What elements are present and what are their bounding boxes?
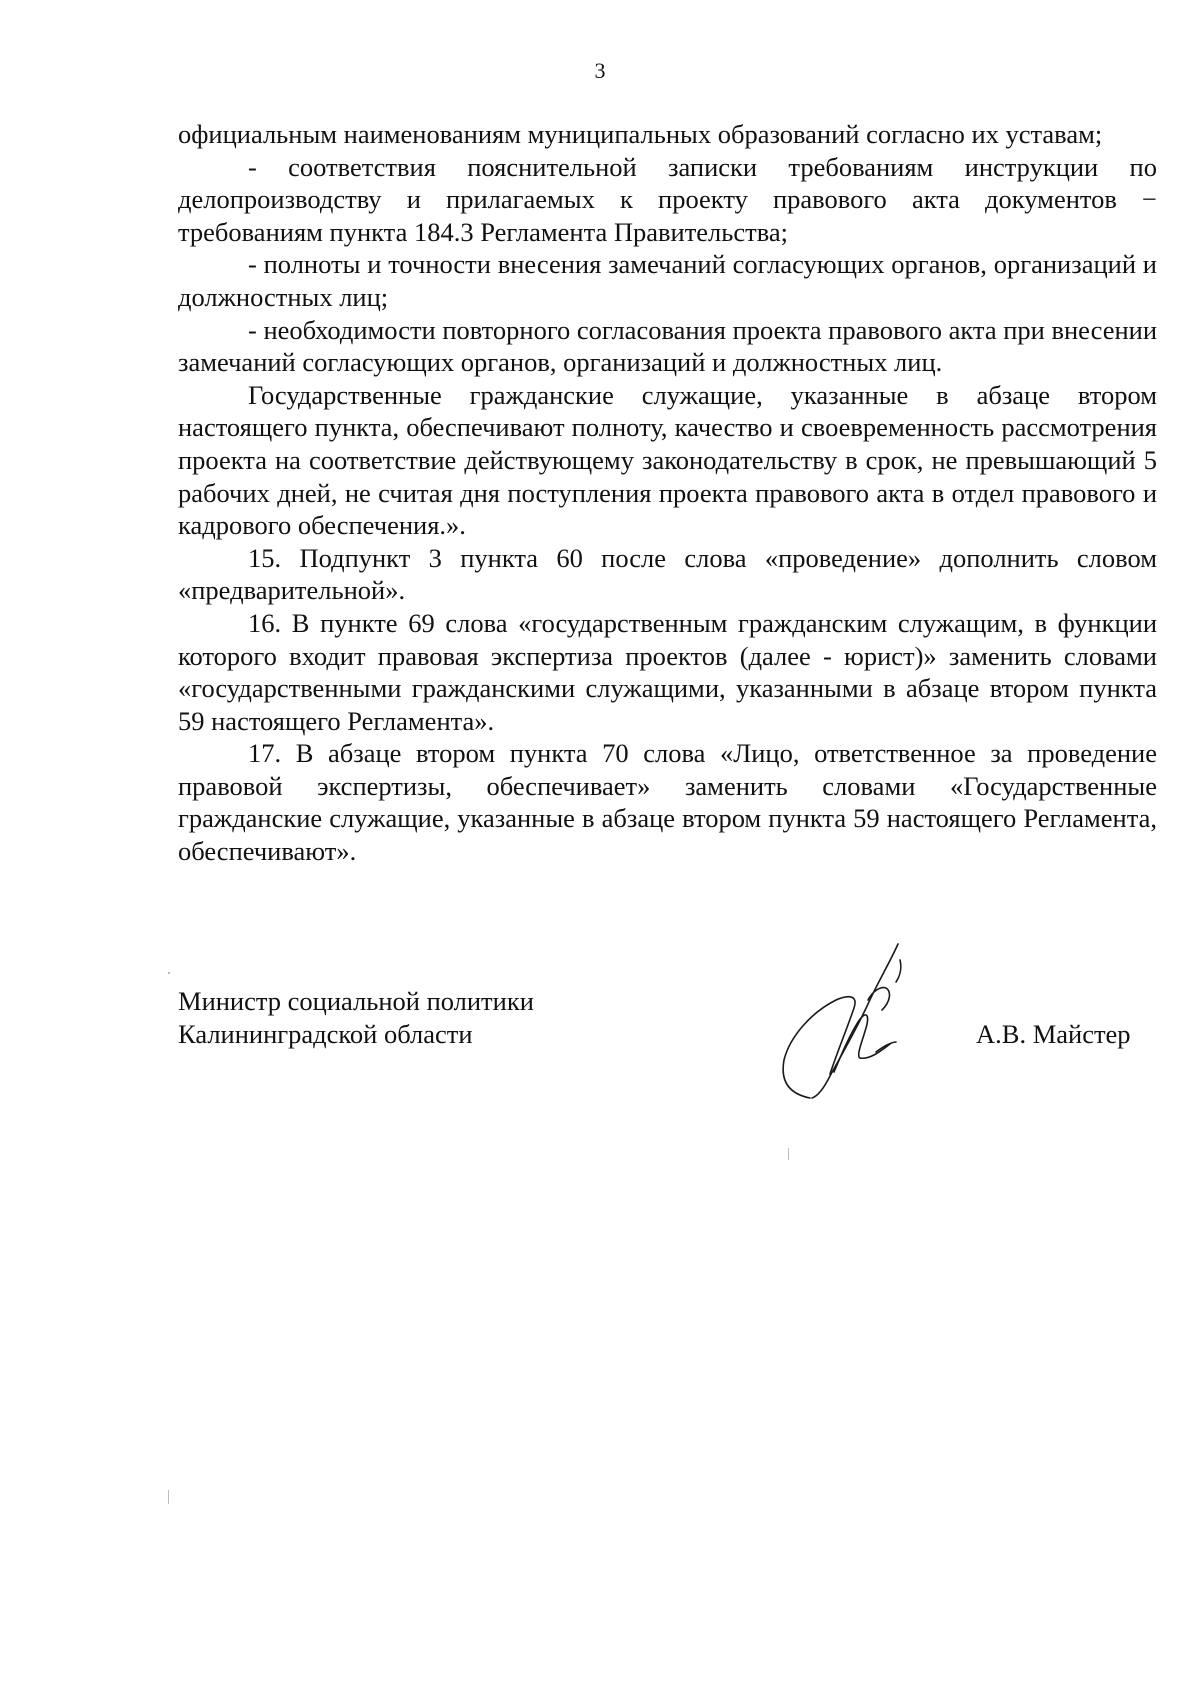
paragraph-1: официальным наименованиям муниципальных образований согласно их уставам; [178,119,1103,149]
paragraph-4: - необходимости повторного согласования проекта правового акта при внесении замечаний согласующих органов, организаций и должностных лиц. [178,314,1157,378]
paragraph-2: - соответствия пояснительной записки требованиям инструкции по делопроизводству и прилагаемых к проекту правового акта документов − требованиям пункта 184.3 Регламента Правительства; [178,151,1157,247]
signer-name: А.В. Майстер [976,1019,1131,1049]
position-line-1: Министр социальной политики [178,986,534,1016]
page-number: 3 [594,58,606,83]
handwritten-signature [750,942,920,1102]
paragraph-6: 15. Подпункт 3 пункта 60 после слова «проведение» дополнить словом «предварительной». [178,542,1157,606]
position-line-2: Калининградской области [178,1018,473,1049]
document-body [178,118,1157,868]
paragraph-5: Государственные гражданские служащие, указанные в абзаце втором настоящего пункта, обеспечивают полноту, качество и своевременность рассмотрения проекта на соответствие действующему законодательству в срок, не превышающий 5 рабочих дней, не считая дня поступления проекта правового акта в отдел правового и кадрового обеспечения.». [178,379,1157,541]
signatory-position [178,985,534,1050]
scan-artifact-bottom [168,1490,169,1504]
scan-artifact-top [168,972,170,974]
scan-artifact-mid [788,1148,789,1160]
paragraph-8: 17. В абзаце втором пункта 70 слова «Лицо, ответственное за проведение правовой экспертизы, обеспечивает» заменить словами «Государственные гражданские служащие, указанные в абзаце втором пункта 59 настоящего Регламента, обеспечивают». [178,738,1157,867]
paragraph-7: 16. В пункте 69 слова «государственным гражданским служащим, в функции которого входит правовая экспертиза проектов (далее - юрист)» заменить словами «государственными гражданскими служащими, указанными в абзаце втором пункта 59 настоящего Регламента». [178,607,1157,736]
paragraph-3: - полноты и точности внесения замечаний согласующих органов, организаций и должностных лиц; [178,249,1157,312]
